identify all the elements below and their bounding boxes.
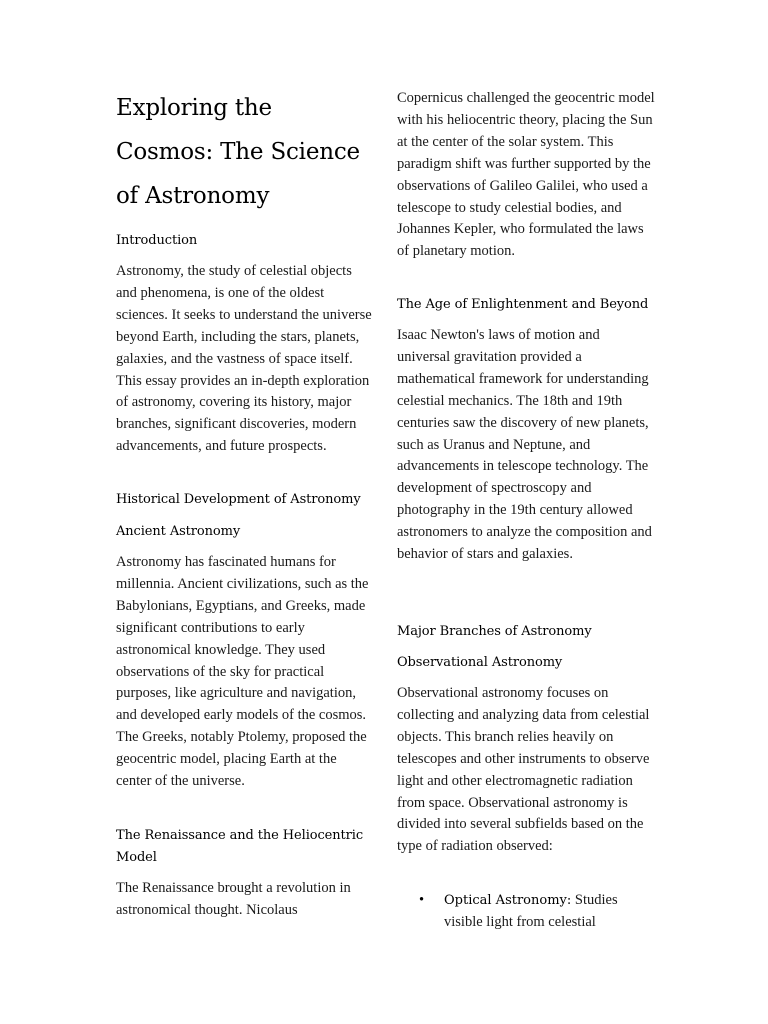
paragraph-observational-astronomy: Observational astronomy focuses on collecting and analyzing data from celestial objects. This branch relies heavily on telescopes and other instruments to observe light and other electromagnetic radiation from space. Observational astronomy is divided into several subfields based on the type of radiation observed:	[397, 685, 650, 855]
document-title: Exploring the Cosmos: The Science of Astronomy	[116, 95, 360, 209]
bullet-icon: •	[419, 892, 425, 908]
heading-renaissance: The Renaissance and the Heliocentric Model	[116, 828, 363, 865]
bullet-description: Studies visible light from celestial	[444, 892, 618, 930]
heading-enlightenment: The Age of Enlightenment and Beyond	[397, 297, 649, 312]
heading-observational-astronomy: Observational Astronomy	[397, 655, 563, 670]
paragraph-enlightenment: Isaac Newton's laws of motion and universal gravitation provided a mathematical framework for understanding celestial mechanics. The 18th and 19th centuries saw the discovery of new planets, such as Uranus and Neptune, and advancements in telescope technology. The development of spectroscopy and photography in the 19th century allowed astronomers to analyze the composition and behavior of stars and galaxies.	[397, 327, 652, 563]
heading-major-branches: Major Branches of Astronomy	[397, 624, 592, 639]
paragraph-copernicus: Copernicus challenged the geocentric model with his heliocentric theory, placing the Sun at the center of the solar system. This paradigm shift was further supported by the observations of Galileo Galilei, who used a telescope to study celestial bodies, and Johannes Kepler, who formulated the laws of planetary motion.	[397, 90, 655, 260]
heading-ancient-astronomy: Ancient Astronomy	[116, 524, 241, 539]
paragraph-renaissance: The Renaissance brought a revolution in astronomical thought. Nicolaus	[116, 880, 351, 918]
bullet-text	[444, 890, 654, 934]
paragraph-ancient-astronomy: Astronomy has fascinated humans for millennia. Ancient civilizations, such as the Babylonians, Egyptians, and Greeks, made significant contributions to early astronomical knowledge. They used observations of the sky for practical purposes, like agriculture and navigation, and developed early models of the cosmos. The Greeks, notably Ptolemy, proposed the geocentric model, placing Earth at the center of the universe.	[116, 554, 369, 790]
heading-historical-development: Historical Development of Astronomy	[116, 492, 361, 507]
paragraph-introduction: Astronomy, the study of celestial objects and phenomena, is one of the oldest sciences. It seeks to understand the universe beyond Earth, including the stars, planets, galaxies, and the vastness of space itself. This essay provides an in-depth exploration of astronomy, covering its history, major branches, significant discoveries, modern advancements, and future prospects.	[116, 263, 372, 455]
heading-introduction: Introduction	[116, 233, 198, 248]
bullet-term: Optical Astronomy:	[444, 893, 572, 908]
